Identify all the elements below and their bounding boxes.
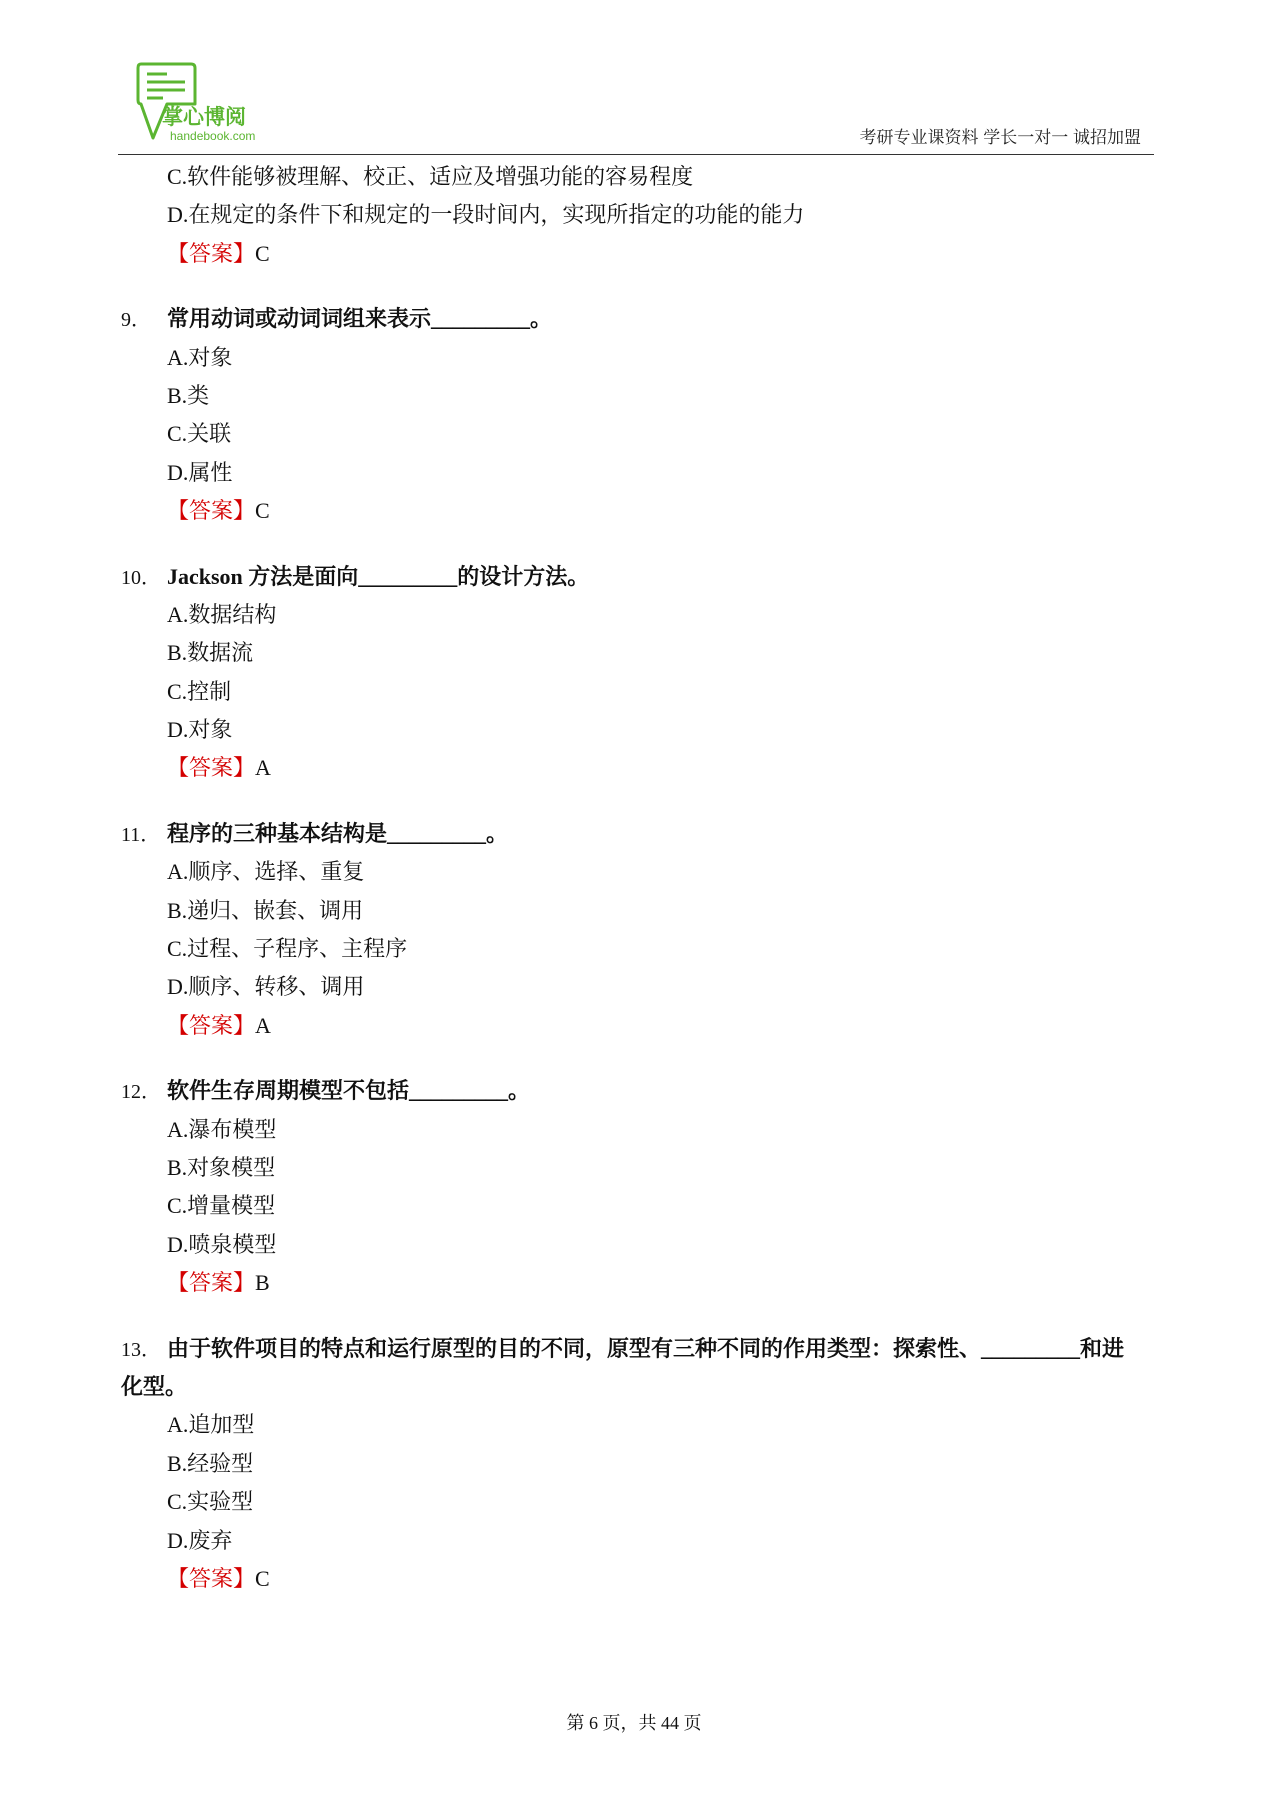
answer-label: 【答案】 [167, 1270, 256, 1296]
option-a: A.数据结构 [167, 601, 277, 627]
option-c: C.控制 [167, 678, 232, 704]
logo-name: 掌心博阅 [162, 106, 246, 129]
option-b: B.经验型 [167, 1450, 254, 1476]
option-d: D.喷泉模型 [167, 1231, 277, 1257]
option-b: B.类 [167, 382, 210, 408]
question-stem-continued [121, 1368, 1151, 1406]
question-number: 12． [121, 1081, 161, 1104]
option-d: D.废弃 [167, 1527, 233, 1553]
option-c: C.实验型 [167, 1489, 254, 1515]
answer-line [121, 749, 1151, 787]
question-stem [121, 558, 1151, 596]
page-number: 第 6 页，共 44 页 [566, 1713, 702, 1733]
question-number: 10． [121, 566, 161, 589]
option-a: A.瀑布模型 [167, 1116, 277, 1142]
question-11 [121, 815, 1151, 1045]
question-10 [121, 558, 1151, 788]
question-stem [121, 1072, 1151, 1110]
option-a: A.顺序、选择、重复 [167, 859, 365, 885]
answer-value: A [255, 1012, 271, 1038]
question-number: 11． [121, 823, 161, 846]
answer-label: 【答案】 [167, 755, 256, 781]
option-d: D.在规定的条件下和规定的一段时间内，实现所指定的功能的能力 [167, 202, 805, 228]
answer-value: C [255, 240, 270, 266]
answer-line [121, 1007, 1151, 1045]
question-text: 常用动词或动词词组来表示_________。 [167, 306, 553, 332]
answer-line [121, 492, 1151, 530]
question-stem [121, 300, 1151, 338]
question-text: 化型。 [121, 1373, 188, 1399]
question-stem [121, 815, 1151, 853]
option-c: C.软件能够被理解、校正、适应及增强功能的容易程度 [167, 164, 694, 189]
question-text: Jackson 方法是面向_________的设计方法。 [167, 563, 590, 589]
question-number: 9． [121, 309, 151, 332]
question-8-continued [121, 158, 1151, 273]
option-b: B.数据流 [167, 640, 254, 666]
question-text: 程序的三种基本结构是_________。 [167, 820, 509, 846]
option-c: C.增量模型 [167, 1193, 276, 1219]
answer-label: 【答案】 [167, 240, 256, 266]
answer-line [121, 1560, 1151, 1598]
answer-label: 【答案】 [167, 1012, 256, 1038]
header-tagline: 考研专业课资料 学长一对一 诚招加盟 [859, 128, 1141, 147]
option-c: C.过程、子程序、主程序 [167, 936, 408, 962]
option-d: D.属性 [167, 459, 233, 485]
answer-label: 【答案】 [167, 1565, 256, 1591]
question-text: 由于软件项目的特点和运行原型的目的不同，原型有三种不同的作用类型：探索性、_________和进 [167, 1335, 1125, 1361]
option-a: A.对象 [167, 344, 233, 370]
answer-value: A [255, 755, 271, 781]
option-a: A.追加型 [167, 1412, 255, 1438]
option-b: B.递归、嵌套、调用 [167, 897, 364, 923]
logo-domain: handebook.com [170, 129, 256, 143]
answer-line [121, 235, 1151, 273]
question-number: 13． [121, 1338, 161, 1361]
answer-value: C [255, 498, 270, 524]
question-12 [121, 1072, 1151, 1302]
answer-value: B [255, 1270, 270, 1296]
option-b: B.对象模型 [167, 1154, 276, 1180]
option-c: C.关联 [167, 421, 232, 447]
answer-line [121, 1264, 1151, 1302]
question-13 [121, 1330, 1151, 1599]
answer-value: C [255, 1565, 270, 1591]
option-d: D.顺序、转移、调用 [167, 974, 365, 1000]
question-stem [121, 1330, 1151, 1368]
header-divider [118, 154, 1154, 155]
question-text: 软件生存周期模型不包括_________。 [167, 1078, 531, 1104]
answer-label: 【答案】 [167, 498, 256, 524]
option-d: D.对象 [167, 717, 233, 743]
question-list [121, 158, 1151, 1598]
question-9 [121, 300, 1151, 530]
